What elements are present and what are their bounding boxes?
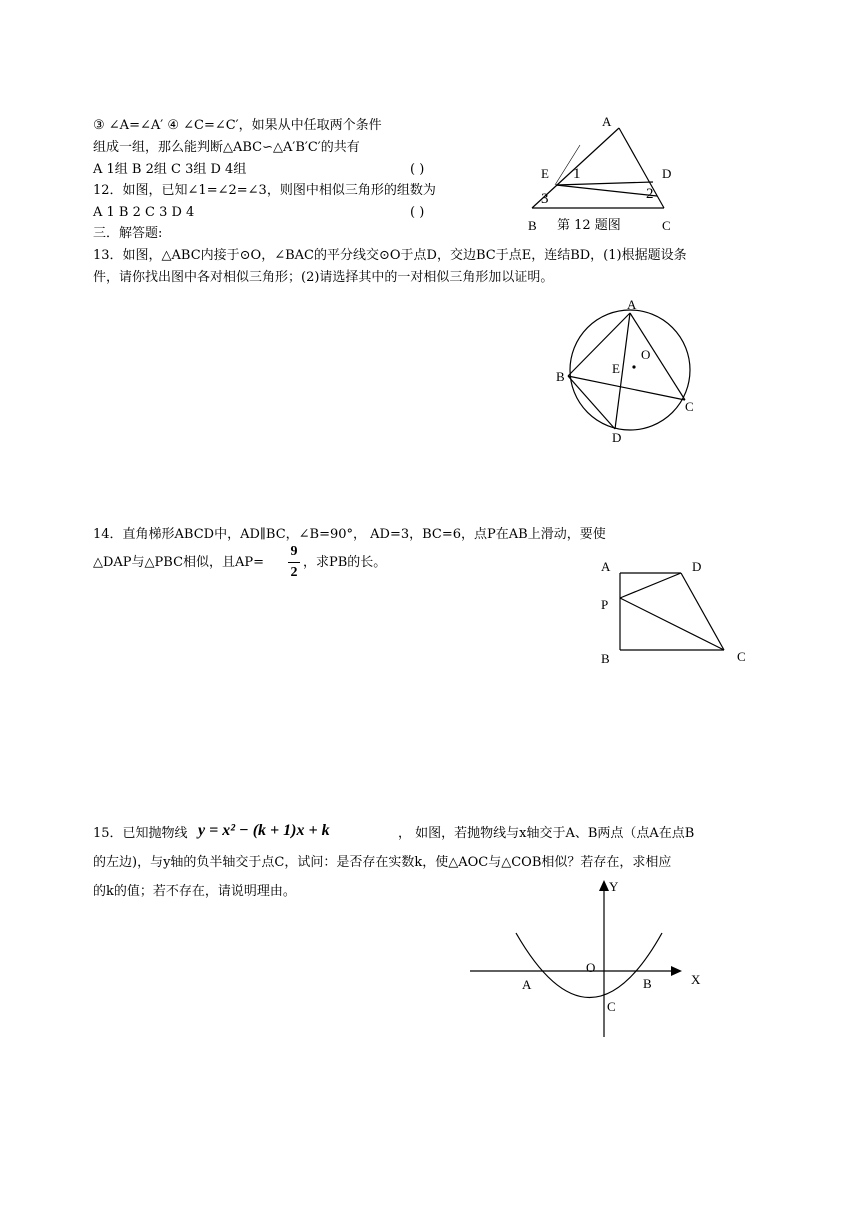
- fig15-label-O: O: [586, 960, 596, 975]
- center-point-icon: [632, 365, 635, 368]
- fig15-label-B: B: [643, 976, 652, 991]
- fig15-label-X: X: [691, 972, 701, 987]
- fig15-diagram: [470, 885, 676, 1037]
- q11-options: A 1组 B 2组 C 3组 D 4组: [93, 162, 247, 177]
- fig13-label-C: C: [685, 399, 694, 414]
- q15-line2: 的左边)，与y轴的负半轴交于点C，试问：是否存在实数k，使△AOC与△COB相似？若存在，求相应: [93, 855, 672, 870]
- q15-line1-rest: ， 如图，若抛物线与x轴交于A、B两点（点A在点B: [398, 826, 695, 841]
- fig13-diagram: [568, 310, 690, 430]
- fig14-label-B: B: [601, 651, 610, 666]
- fig12-label-C: C: [662, 218, 671, 233]
- fraction-numerator: 9: [290, 544, 298, 559]
- q15-lead: 15．已知抛物线: [93, 826, 188, 841]
- fig15-label-Y: Y: [609, 879, 619, 894]
- fig12-label-D: D: [662, 166, 672, 181]
- fig12-label-A: A: [602, 114, 612, 129]
- q11-line2: 组成一组，那么能判断△ABC∽△A′B′C′的共有: [93, 140, 360, 155]
- fig13-label-A: A: [627, 297, 637, 312]
- fig12-angle-2: 2: [646, 186, 654, 202]
- q15-line3: 的k的值；若不存在，请说明理由。: [93, 884, 296, 899]
- x-axis-arrow-icon: [671, 966, 682, 976]
- q15-formula: y = x² − (k + 1)x + k: [198, 822, 330, 839]
- q12-options: A 1 B 2 C 3 D 4: [93, 205, 195, 220]
- fraction-denominator: 2: [290, 565, 298, 580]
- q13-line2: 件，请你找出图中各对相似三角形；(2)请选择其中的一对相似三角形加以证明。: [93, 270, 554, 285]
- fig14-label-P: P: [601, 597, 609, 612]
- fig13-label-D: D: [612, 430, 622, 445]
- q12-answer-blank: ( ): [410, 205, 425, 220]
- q11-answer-blank: ( ): [410, 162, 425, 177]
- q14-line2a: △DAP与△PBC相似，且AP=: [93, 555, 265, 570]
- fig12-caption: 第 12 题图: [557, 218, 621, 233]
- fig12-angle-3: 3: [541, 191, 549, 207]
- fig12-label-E: E: [541, 166, 549, 181]
- fig14-diagram: [620, 573, 724, 650]
- section-heading: 三．解答题:: [93, 226, 163, 241]
- fig15-label-C: C: [607, 999, 616, 1014]
- q11-line1: ③ ∠A=∠A′ ④ ∠C=∠C′，如果从中任取两个条件: [93, 118, 382, 133]
- fig14-label-A: A: [601, 559, 611, 574]
- q12-line1: 12．如图，已知∠1=∠2=∠3，则图中相似三角形的组数为: [93, 183, 436, 198]
- y-axis-arrow-icon: [599, 880, 609, 891]
- q14-line2b: ，求PB的长。: [303, 555, 387, 570]
- fig13-label-B: B: [556, 369, 565, 384]
- q13-line1: 13．如图，△ABC内接于⊙O，∠BAC的平分线交⊙O于点D，交边BC于点E，连结BD，(1)根据题设条: [93, 248, 687, 263]
- fig12-diagram: [532, 128, 664, 208]
- fig15-label-A: A: [522, 977, 532, 992]
- fig12-angle-1: 1: [573, 166, 581, 182]
- fig14-label-D: D: [692, 559, 702, 574]
- fig12-label-B: B: [528, 218, 537, 233]
- q14-line1: 14．直角梯形ABCD中，AD∥BC，∠B=90°， AD=3，BC=6，点P在AB上滑动，要使: [93, 527, 606, 542]
- fig13-label-O: O: [641, 347, 651, 362]
- fig13-label-E: E: [612, 361, 620, 376]
- fig14-label-C: C: [737, 649, 746, 664]
